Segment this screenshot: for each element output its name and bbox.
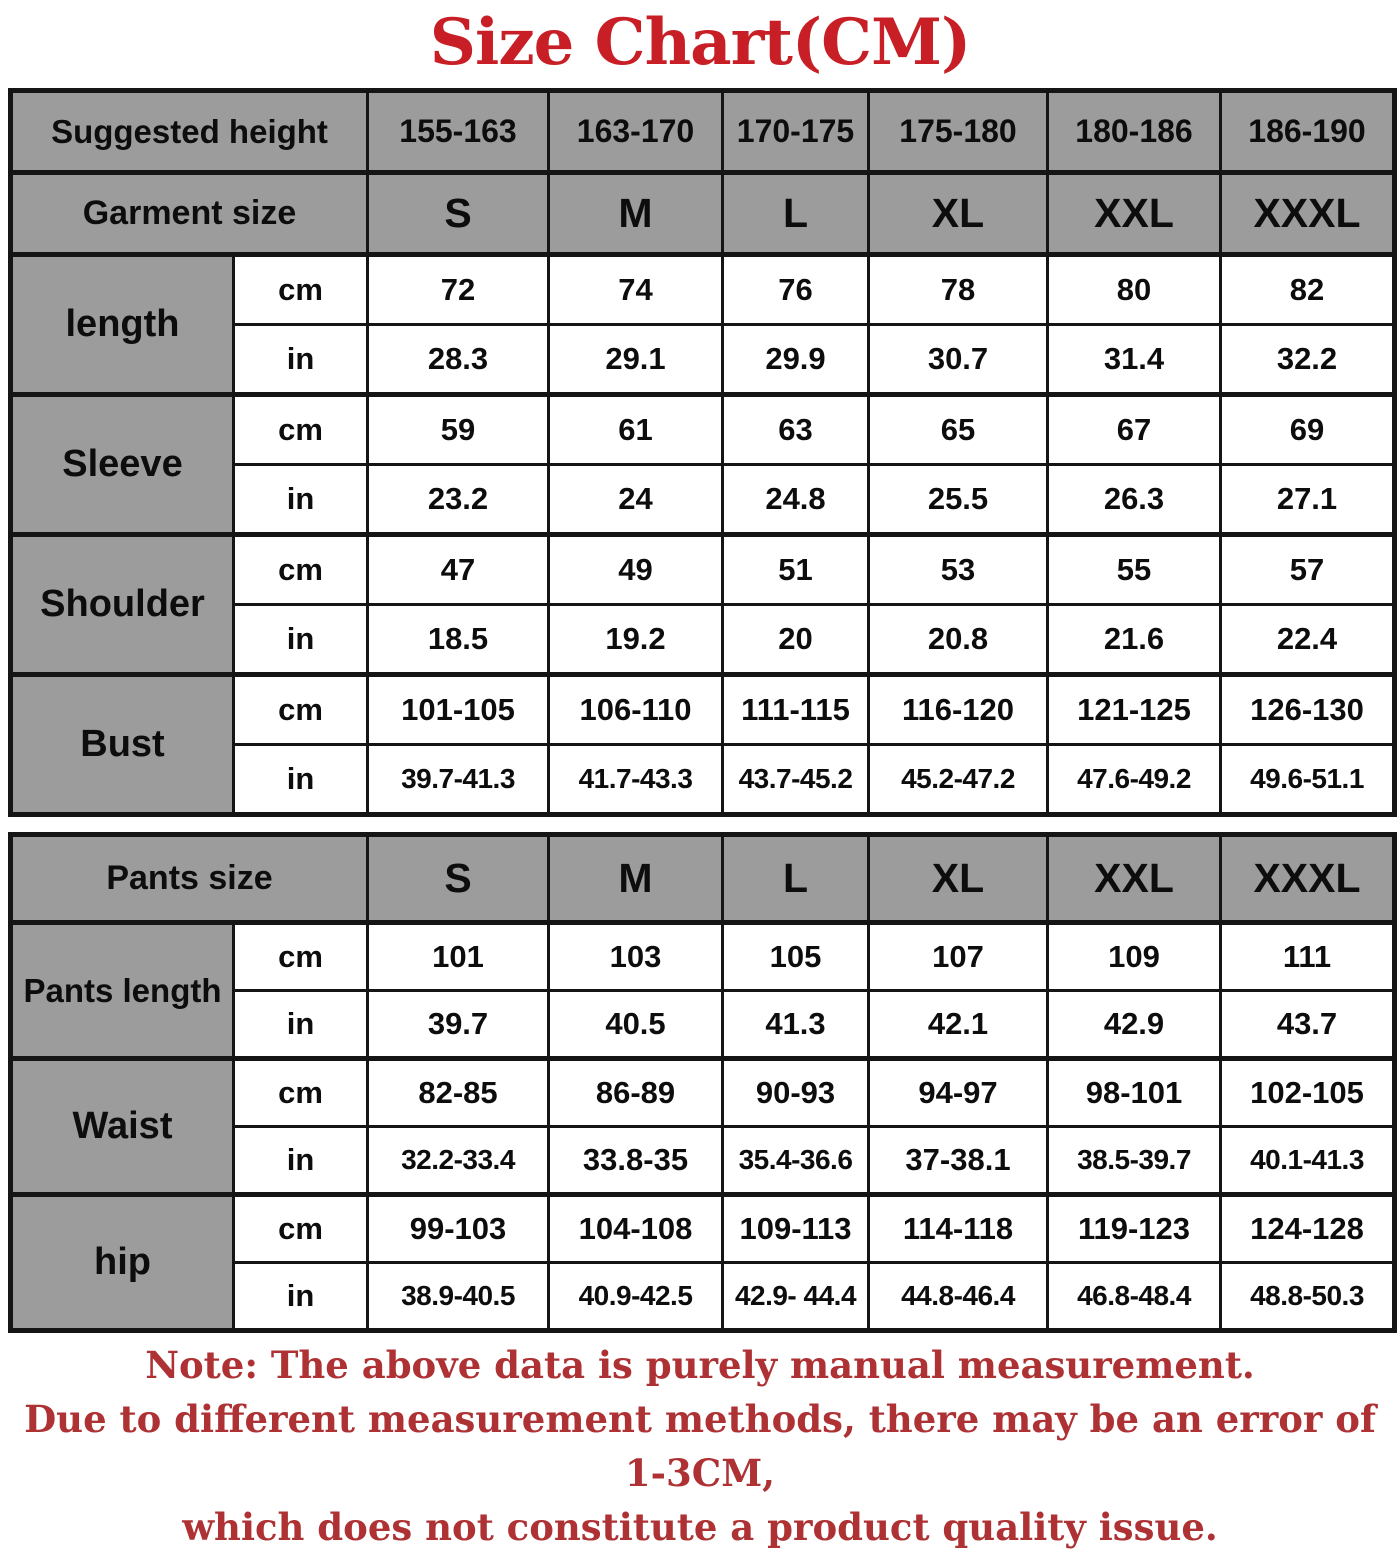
value-cell: 90-93: [723, 1059, 869, 1127]
header-value-cell: M: [549, 835, 723, 923]
value-cell: 49.6-51.1: [1221, 745, 1395, 815]
value-cell: 99-103: [368, 1195, 549, 1263]
value-cell: 55: [1048, 535, 1221, 605]
value-cell: 21.6: [1048, 605, 1221, 675]
garment-size-table: [8, 88, 1397, 817]
value-cell: 28.3: [368, 325, 549, 395]
note-line-2: Due to different measurement methods, there may be an error of 1-3CM,: [24, 1397, 1376, 1495]
value-cell: 19.2: [549, 605, 723, 675]
value-cell: 38.9-40.5: [368, 1263, 549, 1331]
note-line-3: which does not constitute a product quality issue.: [182, 1505, 1218, 1549]
value-cell: 105: [723, 923, 869, 991]
value-cell: 41.7-43.3: [549, 745, 723, 815]
value-cell: 48.8-50.3: [1221, 1263, 1395, 1331]
header-value-cell: 170-175: [723, 91, 869, 173]
value-cell: 32.2: [1221, 325, 1395, 395]
header-value-cell: L: [723, 835, 869, 923]
value-cell: 18.5: [368, 605, 549, 675]
header-value-cell: XL: [869, 173, 1048, 255]
header-value-cell: 186-190: [1221, 91, 1395, 173]
header-value-cell: M: [549, 173, 723, 255]
unit-cm-cell: cm: [234, 535, 368, 605]
value-cell: 37-38.1: [869, 1127, 1048, 1195]
unit-cm-cell: cm: [234, 395, 368, 465]
measure-label-cell: Bust: [11, 675, 234, 815]
value-cell: 25.5: [869, 465, 1048, 535]
measure-label-cell: Pants length: [11, 923, 234, 1059]
value-cell: 39.7-41.3: [368, 745, 549, 815]
value-cell: 67: [1048, 395, 1221, 465]
value-cell: 116-120: [869, 675, 1048, 745]
value-cell: 35.4-36.6: [723, 1127, 869, 1195]
measure-label-cell: length: [11, 255, 234, 395]
value-cell: 61: [549, 395, 723, 465]
unit-cm-cell: cm: [234, 923, 368, 991]
value-cell: 104-108: [549, 1195, 723, 1263]
value-cell: 107: [869, 923, 1048, 991]
header-value-cell: 163-170: [549, 91, 723, 173]
value-cell: 59: [368, 395, 549, 465]
value-cell: 46.8-48.4: [1048, 1263, 1221, 1331]
value-cell: 65: [869, 395, 1048, 465]
value-cell: 102-105: [1221, 1059, 1395, 1127]
value-cell: 43.7-45.2: [723, 745, 869, 815]
value-cell: 98-101: [1048, 1059, 1221, 1127]
value-cell: 40.9-42.5: [549, 1263, 723, 1331]
value-cell: 111-115: [723, 675, 869, 745]
unit-in-cell: in: [234, 605, 368, 675]
value-cell: 47.6-49.2: [1048, 745, 1221, 815]
value-cell: 45.2-47.2: [869, 745, 1048, 815]
value-cell: 80: [1048, 255, 1221, 325]
value-cell: 44.8-46.4: [869, 1263, 1048, 1331]
value-cell: 29.1: [549, 325, 723, 395]
value-cell: 39.7: [368, 991, 549, 1059]
unit-in-cell: in: [234, 465, 368, 535]
value-cell: 53: [869, 535, 1048, 605]
note-line-1: Note: The above data is purely manual measurement.: [145, 1343, 1255, 1387]
header-value-cell: XL: [869, 835, 1048, 923]
unit-cm-cell: cm: [234, 1059, 368, 1127]
measurement-note: [0, 1338, 1400, 1554]
value-cell: 121-125: [1048, 675, 1221, 745]
value-cell: 57: [1221, 535, 1395, 605]
value-cell: 22.4: [1221, 605, 1395, 675]
pants-table: [8, 832, 1397, 1333]
value-cell: 106-110: [549, 675, 723, 745]
value-cell: 74: [549, 255, 723, 325]
unit-in-cell: in: [234, 991, 368, 1059]
value-cell: 20: [723, 605, 869, 675]
unit-cm-cell: cm: [234, 675, 368, 745]
value-cell: 124-128: [1221, 1195, 1395, 1263]
unit-in-cell: in: [234, 1127, 368, 1195]
header-value-cell: XXXL: [1221, 835, 1395, 923]
value-cell: 114-118: [869, 1195, 1048, 1263]
value-cell: 103: [549, 923, 723, 991]
value-cell: 26.3: [1048, 465, 1221, 535]
value-cell: 69: [1221, 395, 1395, 465]
value-cell: 72: [368, 255, 549, 325]
header-label-cell: Garment size: [11, 173, 368, 255]
unit-in-cell: in: [234, 745, 368, 815]
value-cell: 101: [368, 923, 549, 991]
value-cell: 40.1-41.3: [1221, 1127, 1395, 1195]
value-cell: 20.8: [869, 605, 1048, 675]
value-cell: 29.9: [723, 325, 869, 395]
value-cell: 32.2-33.4: [368, 1127, 549, 1195]
value-cell: 23.2: [368, 465, 549, 535]
header-value-cell: S: [368, 835, 549, 923]
value-cell: 42.9: [1048, 991, 1221, 1059]
value-cell: 49: [549, 535, 723, 605]
value-cell: 47: [368, 535, 549, 605]
measure-label-cell: hip: [11, 1195, 234, 1331]
value-cell: 82: [1221, 255, 1395, 325]
value-cell: 38.5-39.7: [1048, 1127, 1221, 1195]
header-value-cell: XXL: [1048, 173, 1221, 255]
value-cell: 78: [869, 255, 1048, 325]
value-cell: 42.9- 44.4: [723, 1263, 869, 1331]
pants-size-table: [8, 832, 1397, 1333]
value-cell: 31.4: [1048, 325, 1221, 395]
garment-table: [8, 88, 1397, 817]
value-cell: 33.8-35: [549, 1127, 723, 1195]
measure-label-cell: Shoulder: [11, 535, 234, 675]
header-label-cell: Pants size: [11, 835, 368, 923]
unit-in-cell: in: [234, 1263, 368, 1331]
value-cell: 82-85: [368, 1059, 549, 1127]
measure-label-cell: Sleeve: [11, 395, 234, 535]
value-cell: 111: [1221, 923, 1395, 991]
value-cell: 126-130: [1221, 675, 1395, 745]
header-value-cell: S: [368, 173, 549, 255]
value-cell: 43.7: [1221, 991, 1395, 1059]
header-value-cell: 180-186: [1048, 91, 1221, 173]
value-cell: 27.1: [1221, 465, 1395, 535]
value-cell: 86-89: [549, 1059, 723, 1127]
value-cell: 40.5: [549, 991, 723, 1059]
value-cell: 109-113: [723, 1195, 869, 1263]
value-cell: 24: [549, 465, 723, 535]
page-title: Size Chart(CM): [429, 5, 971, 80]
value-cell: 76: [723, 255, 869, 325]
header-label-cell: Suggested height: [11, 91, 368, 173]
unit-in-cell: in: [234, 325, 368, 395]
value-cell: 63: [723, 395, 869, 465]
unit-cm-cell: cm: [234, 1195, 368, 1263]
value-cell: 42.1: [869, 991, 1048, 1059]
header-value-cell: 175-180: [869, 91, 1048, 173]
unit-cm-cell: cm: [234, 255, 368, 325]
header-value-cell: L: [723, 173, 869, 255]
measure-label-cell: Waist: [11, 1059, 234, 1195]
value-cell: 30.7: [869, 325, 1048, 395]
value-cell: 109: [1048, 923, 1221, 991]
value-cell: 24.8: [723, 465, 869, 535]
value-cell: 51: [723, 535, 869, 605]
value-cell: 41.3: [723, 991, 869, 1059]
header-value-cell: 155-163: [368, 91, 549, 173]
value-cell: 94-97: [869, 1059, 1048, 1127]
header-value-cell: XXXL: [1221, 173, 1395, 255]
header-value-cell: XXL: [1048, 835, 1221, 923]
value-cell: 119-123: [1048, 1195, 1221, 1263]
value-cell: 101-105: [368, 675, 549, 745]
